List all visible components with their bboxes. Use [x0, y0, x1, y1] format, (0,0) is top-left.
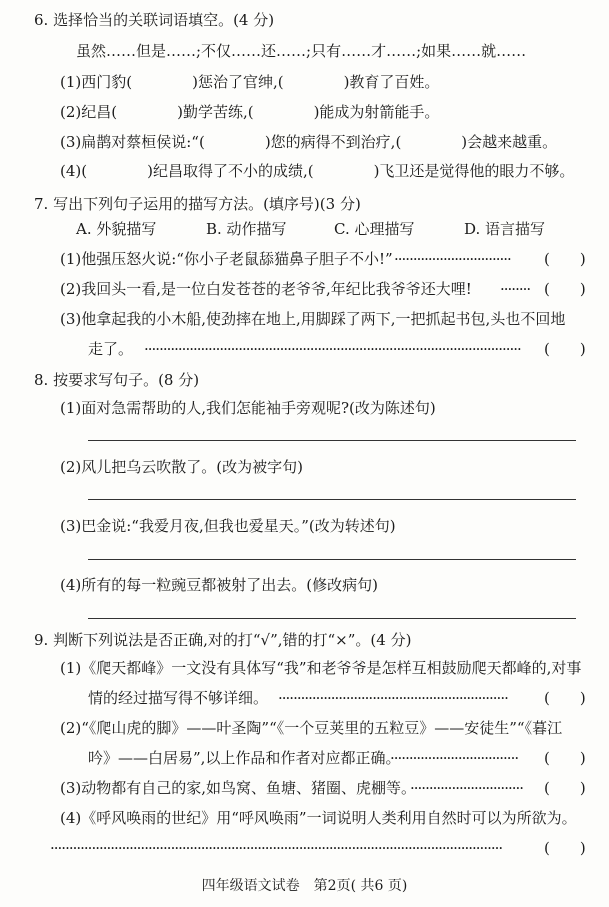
q8-item-1: (1)面对急需帮助的人,我们怎能袖手旁观呢?(改为陈述句): [60, 399, 436, 417]
q9-item-3-answer[interactable]: ( ): [544, 779, 586, 797]
q9-item-1-cont: 情的经过描写得不够详细。: [88, 689, 269, 707]
q9-item-2-answer[interactable]: ( ): [544, 749, 586, 767]
q9-title: 9. 判断下列说法是否正确,对的打“√”,错的打“×”。(4 分): [34, 631, 412, 649]
q9-item-2-dots: ··································: [390, 749, 519, 767]
q9-item-1: (1)《爬天都峰》一文没有具体写“我”和老爷爷是怎样互相鼓励爬天都峰的,对事: [60, 659, 582, 677]
q6-item-4: (4)( )纪昌取得了不小的成绩,( )飞卫还是觉得他的眼力不够。: [60, 162, 575, 180]
q9-item-3: (3)动物都有自己的家,如鸟窝、鱼塘、猪圈、虎棚等。: [60, 779, 417, 797]
q7-item-1-dots: ·······························: [394, 250, 511, 268]
q7-item-3-answer[interactable]: ( ): [544, 340, 586, 358]
q6-options: 虽然……但是……;不仅……还……;只有……才……;如果……就……: [76, 42, 527, 60]
q9-item-4-answer[interactable]: ( ): [544, 839, 586, 857]
q8-item-4: (4)所有的每一粒豌豆都被射了出去。(修改病句): [60, 576, 378, 594]
q9-item-3-dots: ······························: [410, 779, 524, 797]
q6-item-1: (1)西门豹( )惩治了官绅,( )教育了百姓。: [60, 73, 440, 91]
q9-item-2: (2)“《爬山虎的脚》——叶圣陶”“《一个豆荚里的五粒豆》——安徒生”“《暮江: [60, 719, 563, 737]
q8-title: 8. 按要求写句子。(8 分): [34, 371, 200, 389]
q6-item-3: (3)扁鹊对蔡桓侯说:“( )您的病得不到治疗,( )会越来越重。: [60, 133, 558, 151]
q8-answer-line-4[interactable]: [88, 618, 576, 619]
q8-item-2: (2)风儿把乌云吹散了。(改为被字句): [60, 458, 303, 476]
q6-title: 6. 选择恰当的关联词语填空。(4 分): [34, 11, 275, 29]
q7-item-3-cont: 走了。: [88, 340, 134, 358]
q7-item-2-answer[interactable]: ( ): [544, 280, 586, 298]
q9-item-4: (4)《呼风唤雨的世纪》用“呼风唤雨”一词说明人类利用自然时可以为所欲为。: [60, 809, 577, 827]
q9-item-1-dots: ·····························································: [278, 689, 508, 707]
q8-answer-line-1[interactable]: [88, 440, 576, 441]
q6-item-2: (2)纪昌( )勤学苦练,( )能成为射箭能手。: [60, 103, 440, 121]
page-footer: 四年级语文试卷 第2页( 共6 页): [201, 878, 408, 894]
q9-item-2-cont: 吟》——白居易”,以上作品和作者对应都正确。: [88, 749, 401, 767]
q8-answer-line-2[interactable]: [88, 499, 576, 500]
q7-item-1: (1)他强压怒火说:“你小子老鼠舔猫鼻子胆子不小!”: [60, 250, 393, 268]
q7-option-c: C. 心理描写: [334, 220, 415, 238]
q8-item-3: (3)巴金说:“我爱月夜,但我也爱星天。”(改为转述句): [60, 517, 396, 535]
q7-item-2-dots: ········: [500, 280, 531, 298]
q8-answer-line-3[interactable]: [88, 559, 576, 560]
q7-item-1-answer[interactable]: ( ): [544, 250, 586, 268]
q7-option-d: D. 语言描写: [464, 220, 546, 238]
q7-option-a: A. 外貌描写: [76, 220, 157, 238]
q7-item-3-dots: ····································································································: [144, 340, 521, 358]
q7-title: 7. 写出下列句子运用的描写方法。(填序号)(3 分): [34, 195, 361, 213]
q7-option-b: B. 动作描写: [206, 220, 287, 238]
q7-item-2: (2)我回头一看,是一位白发苍苍的老爷爷,年纪比我爷爷还大哩!: [60, 280, 472, 298]
q9-item-4-dots: ························································································································: [50, 839, 503, 857]
q7-item-3: (3)他拿起我的小木船,使劲摔在地上,用脚踩了两下,一把抓起书包,头也不回地: [60, 310, 566, 328]
q9-item-1-answer[interactable]: ( ): [544, 689, 586, 707]
